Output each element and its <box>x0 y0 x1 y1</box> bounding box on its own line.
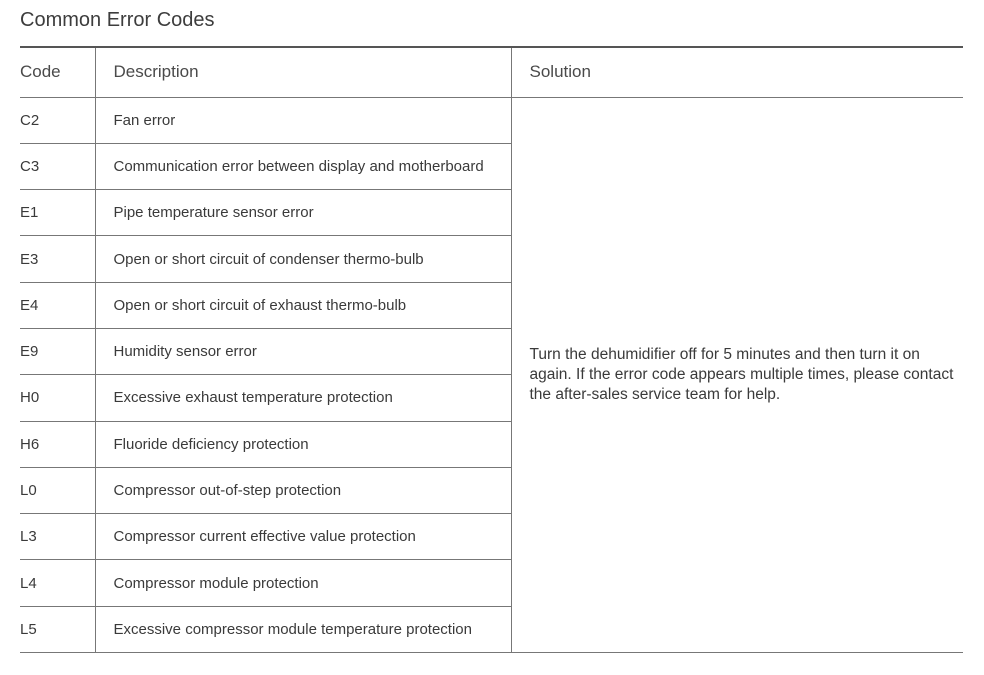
error-description: Open or short circuit of exhaust thermo-bulb <box>95 282 511 328</box>
error-codes-table <box>20 46 963 653</box>
error-description: Humidity sensor error <box>95 328 511 374</box>
error-code: L5 <box>20 606 95 652</box>
column-header-solution: Solution <box>511 47 963 97</box>
error-code: L4 <box>20 560 95 606</box>
error-code: C3 <box>20 143 95 189</box>
error-code: H0 <box>20 375 95 421</box>
table-header-row <box>20 47 963 97</box>
column-header-description: Description <box>95 47 511 97</box>
error-description: Communication error between display and motherboard <box>95 143 511 189</box>
error-code: E3 <box>20 236 95 282</box>
error-description: Compressor current effective value protection <box>95 514 511 560</box>
error-code: C2 <box>20 97 95 143</box>
error-description: Compressor out-of-step protection <box>95 467 511 513</box>
error-code: L3 <box>20 514 95 560</box>
solution-text: Turn the dehumidifier off for 5 minutes and then turn it on again. If the error code appears multiple times, please contact the after-sales service team for help. <box>511 97 963 653</box>
error-description: Compressor module protection <box>95 560 511 606</box>
page-title: Common Error Codes <box>20 9 215 31</box>
column-header-code: Code <box>20 62 61 82</box>
error-code: L0 <box>20 467 95 513</box>
error-description: Excessive compressor module temperature protection <box>95 606 511 652</box>
error-code: E9 <box>20 328 95 374</box>
error-code: E1 <box>20 190 95 236</box>
table-row <box>20 97 963 143</box>
error-description: Fluoride deficiency protection <box>95 421 511 467</box>
error-description: Open or short circuit of condenser thermo-bulb <box>95 236 511 282</box>
error-code: E4 <box>20 282 95 328</box>
error-description: Excessive exhaust temperature protection <box>95 375 511 421</box>
error-description: Pipe temperature sensor error <box>95 190 511 236</box>
error-code: H6 <box>20 421 95 467</box>
error-description: Fan error <box>95 97 511 143</box>
